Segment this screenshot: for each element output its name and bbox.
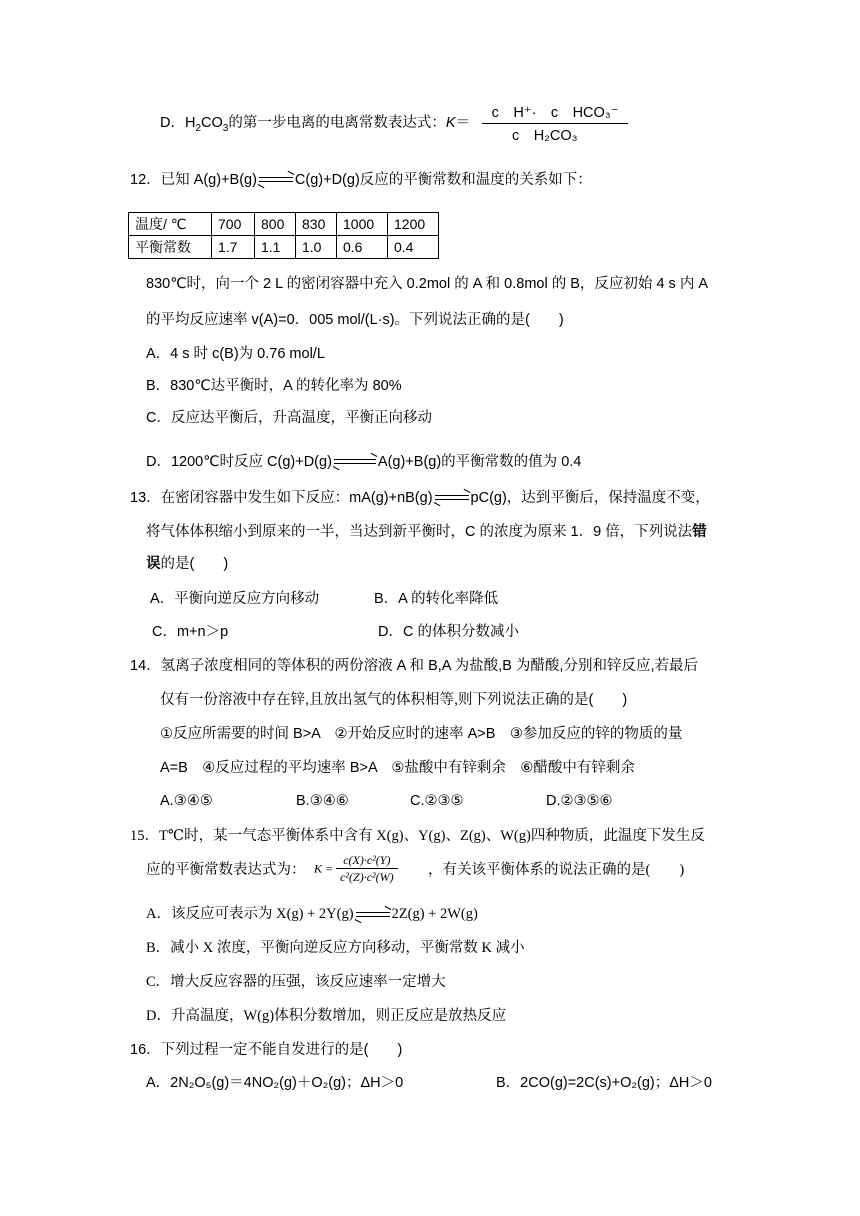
q15-formula (314, 852, 398, 885)
q15-fraction (336, 852, 398, 885)
q12-stem-post: C(g)+D(g)反应的平衡常数和温度的关系如下： (294, 172, 592, 188)
q11-d-k: K (445, 115, 456, 131)
q15-a-pre: A．该反应可表示为 X(g) + 2Y(g) (146, 906, 354, 922)
q11-option-d (160, 113, 470, 133)
q13-line1 (130, 488, 710, 508)
q11-d-eq: ＝ (455, 115, 470, 131)
q14-line4: A=B ④反应过程的平均速率 B>A ⑤盐酸中有锌剩余 ⑥醋酸中有锌剩余 (160, 760, 635, 776)
q13-line3 (146, 554, 228, 574)
q11-d-denominator-line (512, 126, 578, 146)
q11-d-text: 的第一步电离的电离常数表达式： (228, 115, 446, 131)
table-row (129, 236, 439, 259)
table-cell: 1.0 (296, 236, 337, 259)
q15-line1: 15．T℃时，某一气态平衡体系中含有 X(g)、Y(g)、Z(g)、W(g)四种物质，此温度下发生反 (130, 828, 705, 844)
q16-option-b: B．2CO(g)=2C(s)+O₂(g)；ΔH＞0 (496, 1075, 712, 1091)
q15-option-b: B．减小 X 浓度，平衡向逆反应方向移动，平衡常数 K 减小 (146, 940, 525, 956)
q12-stem-pre: 12．已知 A(g)+B(g) (130, 172, 257, 188)
table-cell: 1.7 (212, 236, 255, 259)
q13-l3-bold: 误 (146, 556, 161, 572)
q12-table (128, 212, 439, 259)
q16-option-a: A．2N₂O₅(g)＝4NO₂(g)＋O₂(g)；ΔH＞0 (146, 1075, 404, 1091)
q11-d-mid: CO (201, 115, 223, 131)
q15-denominator: c²(Z)·c²(W) (340, 870, 394, 884)
q15-a-post: 2Z(g) + 2W(g) (391, 906, 478, 922)
q15-numerator: c(X)·c²(Y) (336, 852, 398, 869)
q13-l1-pre: 13．在密闭容器中发生如下反应：mA(g)+nB(g) (130, 490, 433, 506)
q13-l3-text: 的是( ) (160, 556, 229, 572)
q13-option-a: A．平衡向逆反应方向移动 (150, 591, 320, 607)
q15-option-d: D．升高温度，W(g)体积分数增加，则正反应是放热反应 (146, 1008, 507, 1024)
table-cell: 0.6 (337, 236, 388, 259)
q12-option-d (146, 452, 581, 472)
q12-option-c: C．反应达平衡后，升高温度，平衡正向移动 (146, 410, 432, 426)
q11-d-sub1: 2 (195, 122, 202, 134)
q11-d-numerator: c H⁺· c HCO₃⁻ (491, 105, 619, 121)
q12-line1: 830℃时，向一个 2 L 的密闭容器中充入 0.2mol 的 A 和 0.8mol 的 B，反应初始 4 s 内 A (146, 276, 709, 292)
q15-option-c: C．增大反应容器的压强，该反应速率一定增大 (146, 974, 446, 990)
q11-d-fraction (482, 103, 628, 124)
q14-option-b: B.③④⑥ (296, 793, 349, 809)
q11-d-sub2: 3 (222, 122, 229, 134)
q13-l1-post: pC(g)，达到平衡后，保持温度不变， (470, 490, 710, 506)
q14-option-a: A.③④⑤ (160, 793, 213, 809)
q12-option-b: B．830℃达平衡时，A 的转化率为 80% (146, 378, 402, 394)
q15-line2-post: ，有关该平衡体系的说法正确的是( ) (428, 862, 685, 878)
table-cell: 平衡常数 (129, 236, 212, 259)
q11-d-denominator: c H₂CO₃ (512, 128, 578, 144)
q12-d-pre: D．1200℃时反应 C(g)+D(g) (146, 454, 332, 470)
table-cell: 温度/ ℃ (129, 213, 212, 236)
q14-line2: 仅有一份溶液中存在锌,且放出氢气的体积相等,则下列说法正确的是( ) (160, 692, 628, 708)
equilibrium-arrow-icon (356, 909, 390, 921)
q14-option-d: D.②③⑤⑥ (546, 793, 613, 809)
q11-d-label: D．H (160, 115, 196, 131)
equilibrium-arrow-icon (334, 456, 376, 468)
q13-l2-bold: 错 (692, 524, 707, 540)
q15-option-a (146, 904, 478, 924)
q13-option-c: C．m+n＞p (152, 624, 229, 640)
q13-option-d: D．C 的体积分数减小 (378, 624, 519, 640)
table-cell: 700 (212, 213, 255, 236)
q13-option-b: B．A 的转化率降低 (374, 591, 499, 607)
equilibrium-arrow-icon (259, 174, 293, 186)
q12-line2: 的平均反应速率 v(A)=0．005 mol/(L·s)。下列说法正确的是( ) (146, 312, 564, 328)
q14-line1: 14．氢离子浓度相同的等体积的两份溶液 A 和 B,A 为盐酸,B 为醋酸,分别和锌反应,若最后 (130, 658, 698, 674)
table-cell: 800 (255, 213, 296, 236)
q13-l2-text: 将气体体积缩小到原来的一半，当达到新平衡时，C 的浓度为原来 1．9 倍，下列说法 (146, 524, 693, 540)
table-cell: 1000 (337, 213, 388, 236)
q12-d-post: A(g)+B(g)的平衡常数的值为 0.4 (377, 454, 582, 470)
q12-stem (130, 170, 592, 190)
q15-line2-pre: 应的平衡常数表达式为： (146, 862, 306, 878)
q12-option-a: A．4 s 时 c(B)为 0.76 mol/L (146, 346, 325, 362)
q14-option-c: C.②③⑤ (410, 793, 464, 809)
table-cell: 1.1 (255, 236, 296, 259)
q13-line2 (146, 522, 707, 542)
equilibrium-arrow-icon (435, 492, 469, 504)
q16-stem: 16．下列过程一定不能自发进行的是( ) (130, 1042, 403, 1058)
q14-line3: ①反应所需要的时间 B>A ②开始反应时的速率 A>B ③参加反应的锌的物质的量 (160, 726, 683, 742)
table-row (129, 213, 439, 236)
table-cell: 1200 (388, 213, 439, 236)
table-cell: 0.4 (388, 236, 439, 259)
table-cell: 830 (296, 213, 337, 236)
q15-k: K = (314, 861, 334, 876)
